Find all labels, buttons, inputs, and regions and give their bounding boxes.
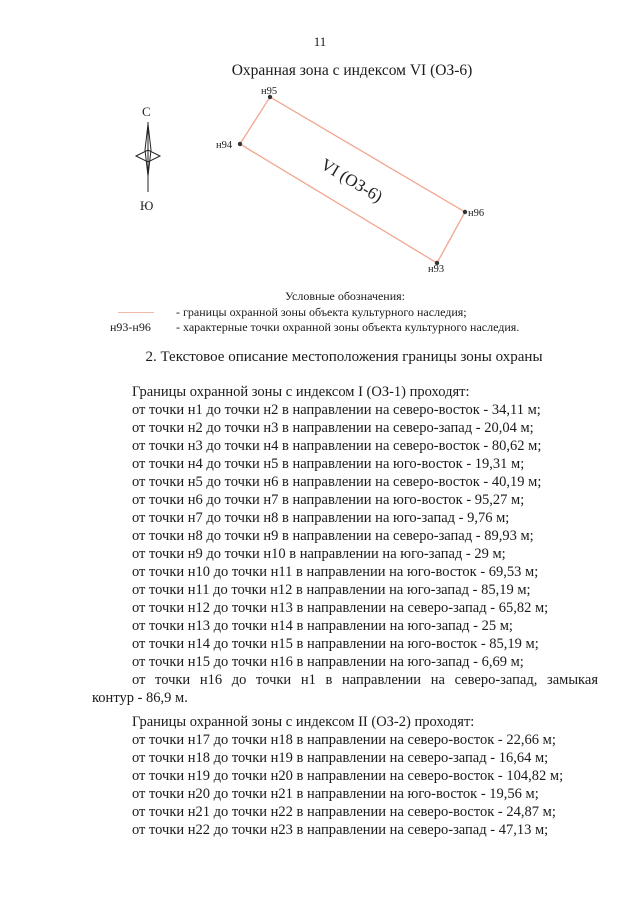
zone1-line: от точки н14 до точки н15 в направлении на юго-восток - 85,19 м; <box>132 636 539 652</box>
zone1-line: от точки н3 до точки н4 в направлении на северо-восток - 80,62 м; <box>132 438 542 454</box>
zone1-line: от точки н12 до точки н13 в направлении на северо-запад - 65,82 м; <box>132 600 549 616</box>
zone1-line: от точки н11 до точки н12 в направлении на юго-запад - 85,19 м; <box>132 582 531 598</box>
legend-title: Условные обозначения: <box>284 289 406 303</box>
legend-points-symbol: н93-н96 <box>110 320 151 334</box>
zone1-line: от точки н6 до точки н7 в направлении на юго-восток - 95,27 м; <box>132 492 525 508</box>
zone1-line: от точки н5 до точки н6 в направлении на северо-восток - 40,19 м; <box>132 474 542 490</box>
compass-south-label: Ю <box>140 198 154 213</box>
zone2-line: от точки н20 до точки н21 в направлении на юго-восток - 19,56 м; <box>132 786 539 802</box>
zone1-line: от точки н9 до точки н10 в направлении на юго-запад - 29 м; <box>132 546 506 562</box>
zone1-last-line-cont: контур - 86,9 м. <box>92 690 188 706</box>
zone1-line: от точки н4 до точки н5 в направлении на юго-восток - 19,31 м; <box>132 456 525 472</box>
point-label-n94: н94 <box>216 140 233 151</box>
point-marker-n94 <box>238 142 242 146</box>
zone-label: VI (ОЗ-6) <box>317 154 386 207</box>
zone1-line: от точки н2 до точки н3 в направлении на северо-запад - 20,04 м; <box>132 420 534 436</box>
zone2-intro: Границы охранной зоны с индексом II (ОЗ-2) проходят: <box>132 714 475 730</box>
zone1-line: от точки н13 до точки н14 в направлении на юго-запад - 25 м; <box>132 618 513 634</box>
zone1-line: от точки н15 до точки н16 в направлении на юго-запад - 6,69 м; <box>132 654 524 670</box>
zone2-line: от точки н22 до точки н23 в направлении на северо-запад - 47,13 м; <box>132 822 549 838</box>
zone2-line: от точки н17 до точки н18 в направлении на северо-восток - 22,66 м; <box>132 732 556 748</box>
legend-boundary-text: - границы охранной зоны объекта культурного наследия; <box>176 305 467 319</box>
zone1-last-line: от точки н16 до точки н1 в направлении на северо-запад, замыкая <box>132 672 598 688</box>
point-label-n96: н96 <box>468 208 485 219</box>
page-number: 11 <box>313 34 327 49</box>
zone2-line: от точки н19 до точки н20 в направлении на северо-восток - 104,82 м; <box>132 768 564 784</box>
point-marker-n96 <box>463 210 467 214</box>
legend-boundary-line <box>118 312 154 313</box>
point-label-n93: н93 <box>428 264 445 275</box>
map-title: Охранная зона с индексом VI (ОЗ-6) <box>231 62 473 79</box>
zone1-intro: Границы охранной зоны с индексом I (ОЗ-1) проходят: <box>132 384 470 400</box>
zone2-line: от точки н18 до точки н19 в направлении на северо-запад - 16,64 м; <box>132 750 549 766</box>
legend-points-text: - характерные точки охранной зоны объекта культурного наследия. <box>176 320 520 334</box>
compass-icon <box>136 122 160 192</box>
zone2-line: от точки н21 до точки н22 в направлении на северо-восток - 24,87 м; <box>132 804 556 820</box>
point-label-n95: н95 <box>261 86 278 97</box>
section-heading: 2. Текстовое описание местоположения границы зоны охраны <box>145 349 543 365</box>
compass-north-label: С <box>142 104 151 119</box>
zone1-line: от точки н10 до точки н11 в направлении на юго-восток - 69,53 м; <box>132 564 539 580</box>
zone1-line: от точки н7 до точки н8 в направлении на юго-запад - 9,76 м; <box>132 510 510 526</box>
zone-map <box>0 80 640 280</box>
zone1-line: от точки н1 до точки н2 в направлении на северо-восток - 34,11 м; <box>132 402 541 418</box>
zone1-line: от точки н8 до точки н9 в направлении на северо-запад - 89,93 м; <box>132 528 534 544</box>
